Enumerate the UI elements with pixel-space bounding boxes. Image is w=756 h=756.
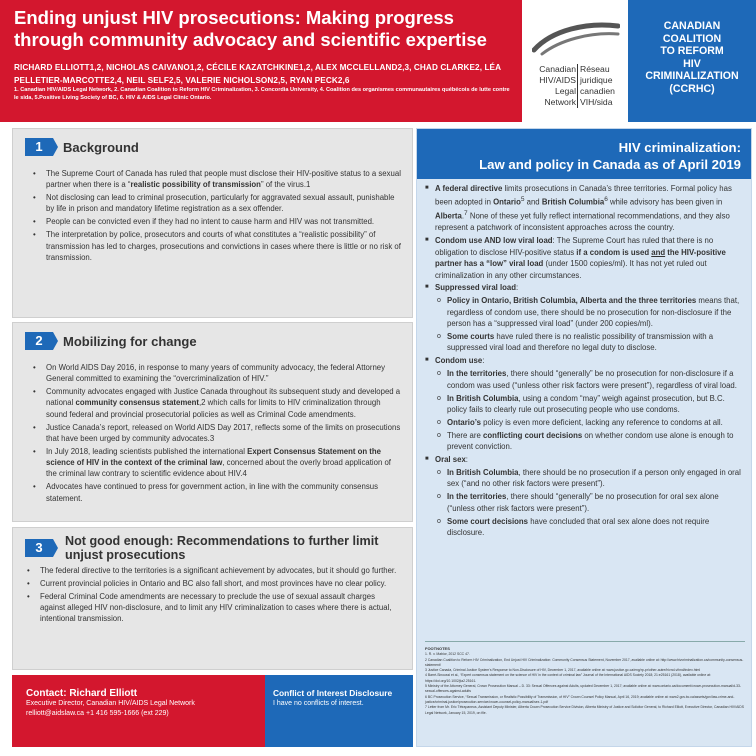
law-policy-panel — [416, 128, 752, 747]
contact-box — [12, 675, 265, 747]
coi-box — [265, 675, 413, 747]
bullet-item: • Advocates have continued to press for government action, in line with the community consensus statement. — [33, 481, 402, 504]
poster-title: Ending unjust HIV prosecutions: Making progress through community advocacy and scientific expertise — [14, 7, 487, 50]
footnote: 2 Canadian Coalition to Reform HIV Criminalization, End Unjust HIV Criminalization: Community Consensus Statement, November 2017, available online at: http://www.hivcriminalization.ca/community-consensus-statement/ — [425, 657, 744, 667]
bullet-item: • In July 2018, leading scientists published the international Expert Consensus Statement on the science of HIV in the context of the criminal law, concerned about the overly broad application of the criminal law contrary to scientific evidence about HIV.4 — [33, 446, 402, 480]
policy-item: ■ A federal directive limits prosecutions in Canada’s three territories. Formal policy has been adopted in Ontario$^5$ and British Columbia$^6$ while advisory has been given in Alberta.$^7$ None of these yet fully reflect international recommendations, and they also represent a patchwork of inconsistent approaches across the country. — [425, 183, 743, 234]
section-title: Background — [63, 139, 139, 155]
network-swoosh-icon — [532, 20, 620, 56]
policy-subitem: o Ontario’s policy is even more deficient, lacking any reference to condoms at all. — [425, 417, 743, 428]
coalition-logo: CANADIAN COALITION TO REFORM HIV CRIMINALIZATION (CCRHC) — [628, 0, 756, 122]
panel-title: HIV criminalization: Law and policy in Canada as of April 2019 — [417, 129, 751, 179]
contact-email-phone[interactable]: relliott@aidslaw.ca +1 416 595-1666 (ext 229) — [26, 709, 169, 717]
policy-subitem: o In the territories, there should “generally” be no prosecution for non-disclosure if a condom was used (“unless other risk factors were present”), regardless of viral load. — [425, 368, 743, 391]
policy-subitem: o Some court decisions have concluded that oral sex alone does not require disclosure. — [425, 516, 743, 539]
section-title: Not good enough: Recommendations to further limit unjust prosecutions — [65, 534, 379, 562]
footnotes: FOOTNOTES 1. R. v. Mabior, 2012 SCC 47. 2 Canadian Coalition to Reform HIV Criminalization, End Unjust HIV Criminalization: Community Consensus Statement, November 2017, available online at: http://www.hivcriminalization.ca/community-consensus-statement/ 3 Justice Canada, Criminal Justice System's Response to Non-Disclosure of HIV, December 1, 2017, available online at: www.justice.gc.ca/eng/rp-pr/other-autre/hivnd-vihnd/index.html 4 Barré-Sinoussi et al., “Expert consensus statement on the science of HIV in the context of criminal law” Journal of the International AIDS Society 2018; 21:e25161 (2018), available online at: https://doi.org/10.1002/jia2.25161. 5 Ministry of the Attorney General, Crown Prosecution Manual – D. 33: Sexual Offences against Adults, updated December 1, 2017; available online at: www.ontario.ca/document/crown-prosecution-manual/d-33-sexual-offences-against-adults 6 BC Prosecution Service, “Sexual Transmission, or Realistic Possibility of Transmission, of HIV” Crown Counsel Policy Manual, April 16, 2019; available online at: www2.gov.bc.ca/assets/gov/law-crime-and-justice/criminal-justice/prosecution-service/crown-counsel-policy-manual/sex-1.pdf 7 Letter from Mr. Eric Tétrapaneus, Assistant Deputy Minister, Alberta Crown Prosecution Service Division, Alberta Ministry of Justice and Solicitor General, to Richard Elliott, Executive Director, Canadian HIV/AIDS Legal Network, January 15, 2019, on file. — [425, 646, 747, 716]
policy-item: ■ Condom use: — [425, 355, 743, 366]
panel-body — [417, 183, 751, 540]
affiliations: 1. Canadian HIV/AIDS Legal Network, 2. Canadian Coalition to Reform HIV Criminalization, 3. Concordia University, 4. Coalition des organismes communautaires québécois de lutte contre le sida, 5.Positive Living Society of BC, 6. HIV & AIDS Legal Clinic Ontario. — [14, 87, 510, 101]
footnote: 6 BC Prosecution Service, “Sexual Transmission, or Realistic Possibility of Transmission, of HIV” Crown Counsel Policy Manual, April 16, 2019; available online at: www2.gov.bc.ca/assets/gov/law-crime-and-justice/criminal-justice/prosecution-service/crown-counsel-policy-manual/sex-1.pdf — [425, 694, 735, 704]
network-name-en: Canadian HIV/AIDS Legal Network — [539, 64, 576, 107]
coi-title: Conflict of Interest Disclosure — [273, 688, 393, 698]
footnote: 4 Barré-Sinoussi et al., “Expert consensus statement on the science of HIV in the context of criminal law” Journal of the International AIDS Society 2018; 21:e25161 (2018), available online at: https://doi.org/10.1002/jia2.25161. — [425, 673, 711, 683]
footnote: 1. R. v. Mabior, 2012 SCC 47. — [425, 652, 470, 657]
bullet-item: • Federal Criminal Code amendments are necessary to preclude the use of sexual assault charges against alleged HIV non-disclosure, and to limit any HIV criminalization to cases where there is actual, intentional transmission. — [27, 591, 402, 625]
bullet-item: • The federal directive to the territories is a significant achievement by advocates, but it should go further. — [27, 565, 402, 576]
footnote: 3 Justice Canada, Criminal Justice System's Response to Non-Disclosure of HIV, December 1, 2017, available online at: www.justice.gc.ca/eng/rp-pr/other-autre/hivnd-vihnd/index.html — [425, 668, 701, 673]
bullet-item: • Justice Canada’s report, released on World AIDS Day 2017, reflects some of the limits on prosecutions that have been urged by community advocates.3 — [33, 422, 402, 445]
policy-subitem: o Some courts have ruled there is no realistic possibility of transmission with a suppressed viral load and therefore no legal duty to disclose. — [425, 331, 743, 354]
section-background — [12, 128, 413, 318]
bullet-item: • Community advocates engaged with Justice Canada throughout its subsequent study and developed a national community consensus statement,2 which calls for limits to HIV criminalization through sound federal and provincial prosecutorial policies as well as Criminal Code amendments. — [33, 386, 402, 420]
poster-header — [0, 0, 756, 122]
footnote: 5 Ministry of the Attorney General, Crown Prosecution Manual – D. 33: Sexual Offences against Adults, updated December 1, 2017; available online at: www.ontario.ca/document/crown-prosecution-manual/d-33-sexual-offences-against-adults — [425, 684, 742, 694]
bullet-item: • On World AIDS Day 2016, in response to many years of community advocacy, the federal Attorney General committed to examining the “overcriminalization of HIV.” — [33, 362, 402, 385]
policy-subitem: o There are conflicting court decisions on whether condom use alone is enough to prevent conviction. — [425, 430, 743, 453]
bullet-item: • The Supreme Court of Canada has ruled that people must disclose their HIV-positive status to a sexual partner when there is a “realistic possibility of transmission” of the virus.1 — [33, 168, 402, 191]
authors: RICHARD ELLIOTT1,2, NICHOLAS CAIVANO1,2, CÉCILE KAZATCHKINE1,2, ALEX MCCLELLAND2,3, CHAD CLARKE2, LÉA PELLETIER-MARCOTTE2,4, NEIL SELF2,5, VALERIE NICHOLSON2,5, RYAN PECK2,6 — [14, 63, 501, 85]
bullet-item: • Current provincial policies in Ontario and BC also fall short, and most provinces have no clear policy. — [27, 578, 402, 589]
contact-role: Executive Director, Canadian HIV/AIDS Legal Network — [26, 700, 195, 707]
policy-subitem: o In British Columbia, there should be no prosecution if a person only engaged in oral sex (“and no other risk factors were present”). — [425, 467, 743, 490]
section-recommendations — [12, 527, 413, 670]
bullet-item: • The interpretation by police, prosecutors and courts of what constitutes a “realistic possibility” of transmission has led to charges, prosecutions and convictions in cases where there is little or no risk of transmission. — [33, 229, 402, 263]
bullet-item: • People can be convicted even if they had no intent to cause harm and HIV was not transmitted. — [33, 216, 402, 227]
bullet-item: • Not disclosing can lead to criminal prosecution, particularly for aggravated sexual assault, punishable by life in prison and mandatory lifetime registration as a sex offender. — [33, 192, 402, 215]
policy-subitem: o Policy in Ontario, British Columbia, Alberta and the three territories means that, regardless of condom use, there should be no prosecution for non-disclosure if the person has a “suppressed viral load” (under 200 copies/ml). — [425, 295, 743, 329]
section-mobilizing — [12, 322, 413, 522]
policy-subitem: o In the territories, there should “generally” be no prosecution for oral sex alone (“unless other risk factors were present”). — [425, 491, 743, 514]
section-number: 3 — [25, 539, 53, 557]
legal-network-logo — [522, 0, 628, 122]
network-divider — [577, 64, 578, 108]
policy-item: ■ Condom use AND low viral load: The Supreme Court has ruled that there is no obligation to disclose HIV-positive status if a condom is used and the HIV-positive partner has a “low” viral load (under 1500 copies/ml). It has not yet ruled out criminalization in any other circumstances. — [425, 235, 743, 281]
contact-title: Contact: Richard Elliott — [26, 688, 138, 699]
network-name-fr: Réseau juridique canadien VIH/sida — [580, 64, 615, 107]
footnote: 7 Letter from Mr. Eric Tétrapaneus, Assistant Deputy Minister, Alberta Crown Prosecution Service Division, Alberta Ministry of Justice and Solicitor General, to Richard Elliott, Executive Director, Canadian HIV/AIDS Legal Network, January 15, 2019, on file. — [425, 705, 744, 715]
policy-item: ■ Suppressed viral load: — [425, 282, 743, 293]
policy-subitem: o In British Columbia, using a condom “may” weigh against prosecution, but B.C. policy fails to clearly rule out prosecuting people who use condoms. — [425, 393, 743, 416]
coi-text: I have no conflicts of interest. — [273, 700, 364, 707]
section-number: 1 — [25, 138, 53, 156]
section-number: 2 — [25, 332, 53, 350]
policy-item: ■ Oral sex: — [425, 454, 743, 465]
section-title: Mobilizing for change — [63, 333, 197, 349]
footnote-divider — [425, 641, 745, 642]
title-block — [0, 0, 522, 122]
